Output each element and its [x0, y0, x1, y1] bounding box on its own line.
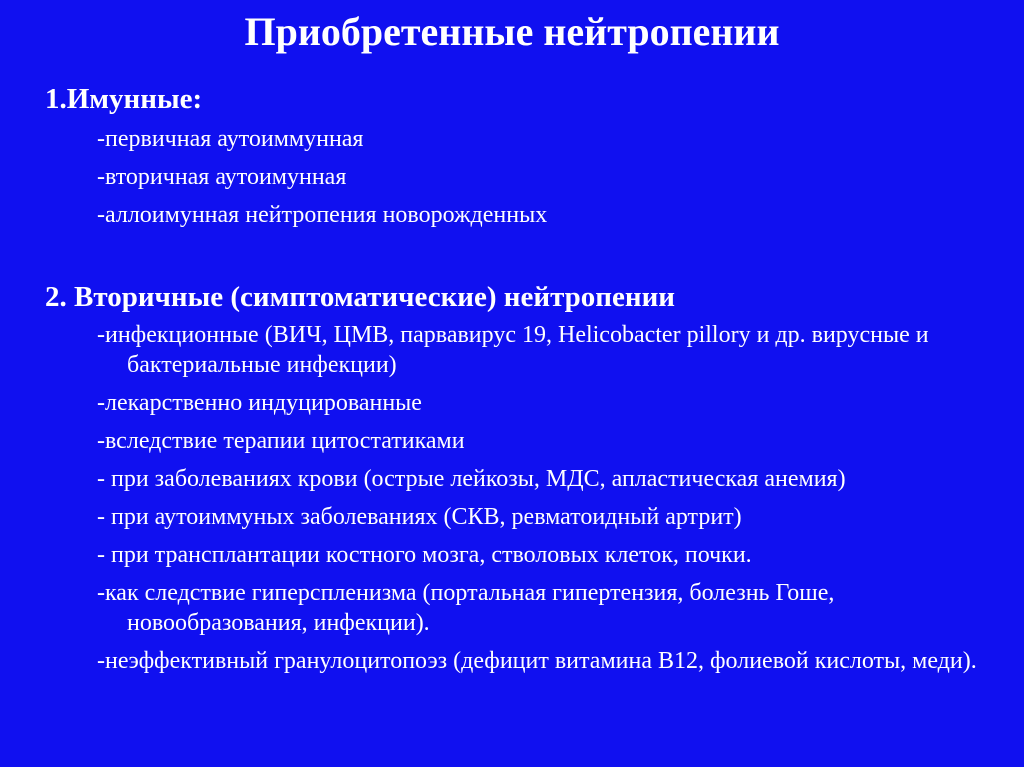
- list-item: -неэффективный гранулоцитопоэз (дефицит витамина В12, фолиевой кислоты, меди).: [97, 648, 977, 674]
- list-item: -как следствие гиперспленизма (портальная гипертензия, болезнь Гоше, новообразования, инфекции).: [97, 580, 835, 636]
- item-list: [45, 320, 1005, 676]
- list-item: - при аутоиммуных заболеваниях (СКВ, ревматоидный артрит): [97, 504, 742, 530]
- section-heading: 1.Имунные:: [45, 83, 203, 115]
- list-item: -первичная аутоиммунная: [97, 126, 364, 152]
- list-item: -инфекционные (ВИЧ, ЦМВ, парвавирус 19, Helicobacter pillory и др. вирусные и бактериальные инфекции): [97, 322, 929, 378]
- list-item: -лекарственно индуцированные: [97, 390, 422, 416]
- section-secondary: [45, 280, 1005, 684]
- list-item: -вторичная аутоимунная: [97, 164, 347, 190]
- list-item: -вследствие терапии цитостатиками: [97, 428, 465, 454]
- section-immune: [45, 82, 1005, 238]
- section-heading: 2. Вторичные (симптоматические) нейтропении: [45, 281, 676, 313]
- list-item: -аллоимунная нейтропения новорожденных: [97, 202, 548, 228]
- item-list: [45, 124, 1005, 230]
- slide-title: Приобретенные нейтропении: [244, 9, 780, 54]
- list-item: - при заболеваниях крови (острые лейкозы, МДС, апластическая анемия): [97, 466, 846, 492]
- list-item: - при трансплантации костного мозга, стволовых клеток, почки.: [97, 542, 752, 568]
